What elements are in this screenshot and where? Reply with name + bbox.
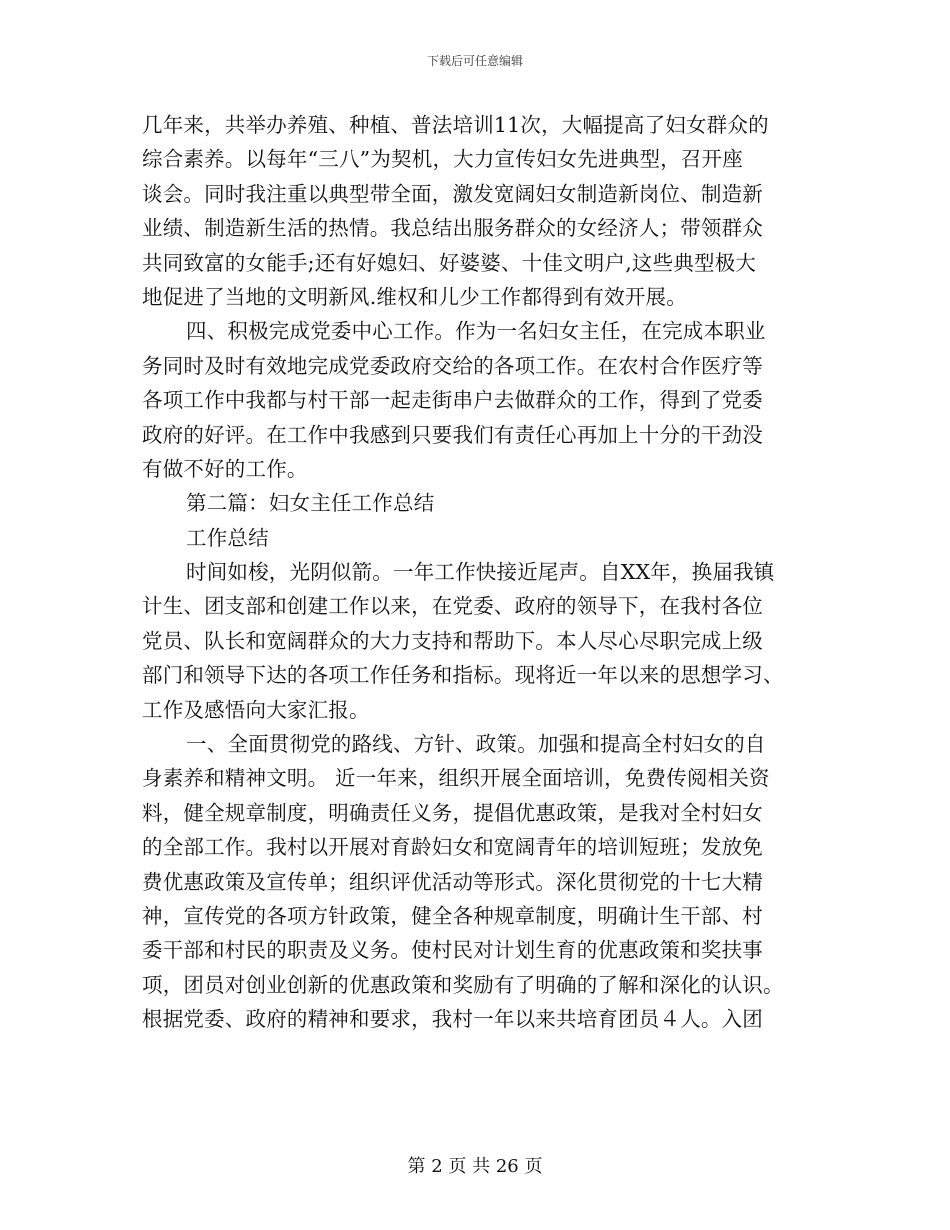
text-line: 业绩、制造新生活的热情。我总结出服务群众的女经济人；带领群众 [142,216,763,241]
text-line: 的全部工作。我村以开展对育龄妇女和宽阔青年的培训短班；发放免 [142,835,763,860]
text-line: 各项工作中我都与村干部一起走街串户去做群众的工作，得到了党委 [142,388,763,413]
text-line: 时间如梭，光阴似箭。一年工作快接近尾声。自XX年，换届我镇 [186,560,775,585]
text-line: 政府的好评。在工作中我感到只要我们有责任心再加上十分的干劲没 [142,422,763,447]
text-line: 根据党委、政府的精神和要求，我村一年以来共培育团员４人。入团 [142,1007,763,1032]
text-line: 部门和领导下达的各项工作任务和指标。现将近一年以来的思想学习、 [142,663,784,688]
text-line: 委干部和村民的职责及义务。使村民对计划生育的优惠政策和奖扶事 [142,938,763,963]
text-line: 身素养和精神文明。 近一年来，组织开展全面培训，免费传阅相关资 [142,766,770,791]
text-line: 一、全面贯彻党的路线、方针、政策。加强和提高全村妇女的自 [186,732,766,757]
text-line: 务同时及时有效地完成党委政府交给的各项工作。在农村合作医疗等 [142,353,763,378]
page-header: 下载后可任意编辑 [426,54,523,68]
document-body [142,108,810,1037]
text-line: 综合素养。以每年“三八”为契机，大力宣传妇女先进典型，召开座 [142,147,743,172]
text-line: 费优惠政策及宣传单；组织评优活动等形式。深化贯彻党的十七大精 [142,869,763,894]
text-line: 神，宣传党的各项方针政策，健全各种规章制度，明确计生干部、村 [142,903,763,928]
text-line: 有做不好的工作。 [142,456,308,481]
page-footer: 第 2 页 共 26 页 [407,1156,543,1177]
text-line: 工作及感悟向大家汇报。 [142,697,370,722]
text-line: 地促进了当地的文明新风.维权和儿少工作都得到有效开展。 [142,284,687,309]
text-line: 料，健全规章制度，明确责任义务，提倡优惠政策，是我对全村妇女 [142,800,763,825]
text-line: 几年来，共举办养殖、种植、普法培训11次，大幅提高了妇女群众的 [142,113,769,137]
text-line: 工作总结 [186,525,269,550]
text-line: 项，团员对创业创新的优惠政策和奖励有了明确的了解和深化的认识。 [142,972,784,997]
text-line: 共同致富的女能手;还有好媳妇、好婆婆、十佳文明户,这些典型极大 [142,250,757,275]
text-line: 党员、队长和宽阔群众的大力支持和帮助下。本人尽心尽职完成上级 [142,628,763,653]
text-line: 第二篇：妇女主任工作总结 [186,491,435,516]
text-line: 谈会。同时我注重以典型带全面，激发宽阔妇女制造新岗位、制造新 [142,181,763,206]
text-line: 计生、团支部和创建工作以来，在党委、政府的领导下，在我村各位 [142,594,763,619]
text-line: 四、积极完成党委中心工作。作为一名妇女主任，在完成本职业 [186,319,766,344]
